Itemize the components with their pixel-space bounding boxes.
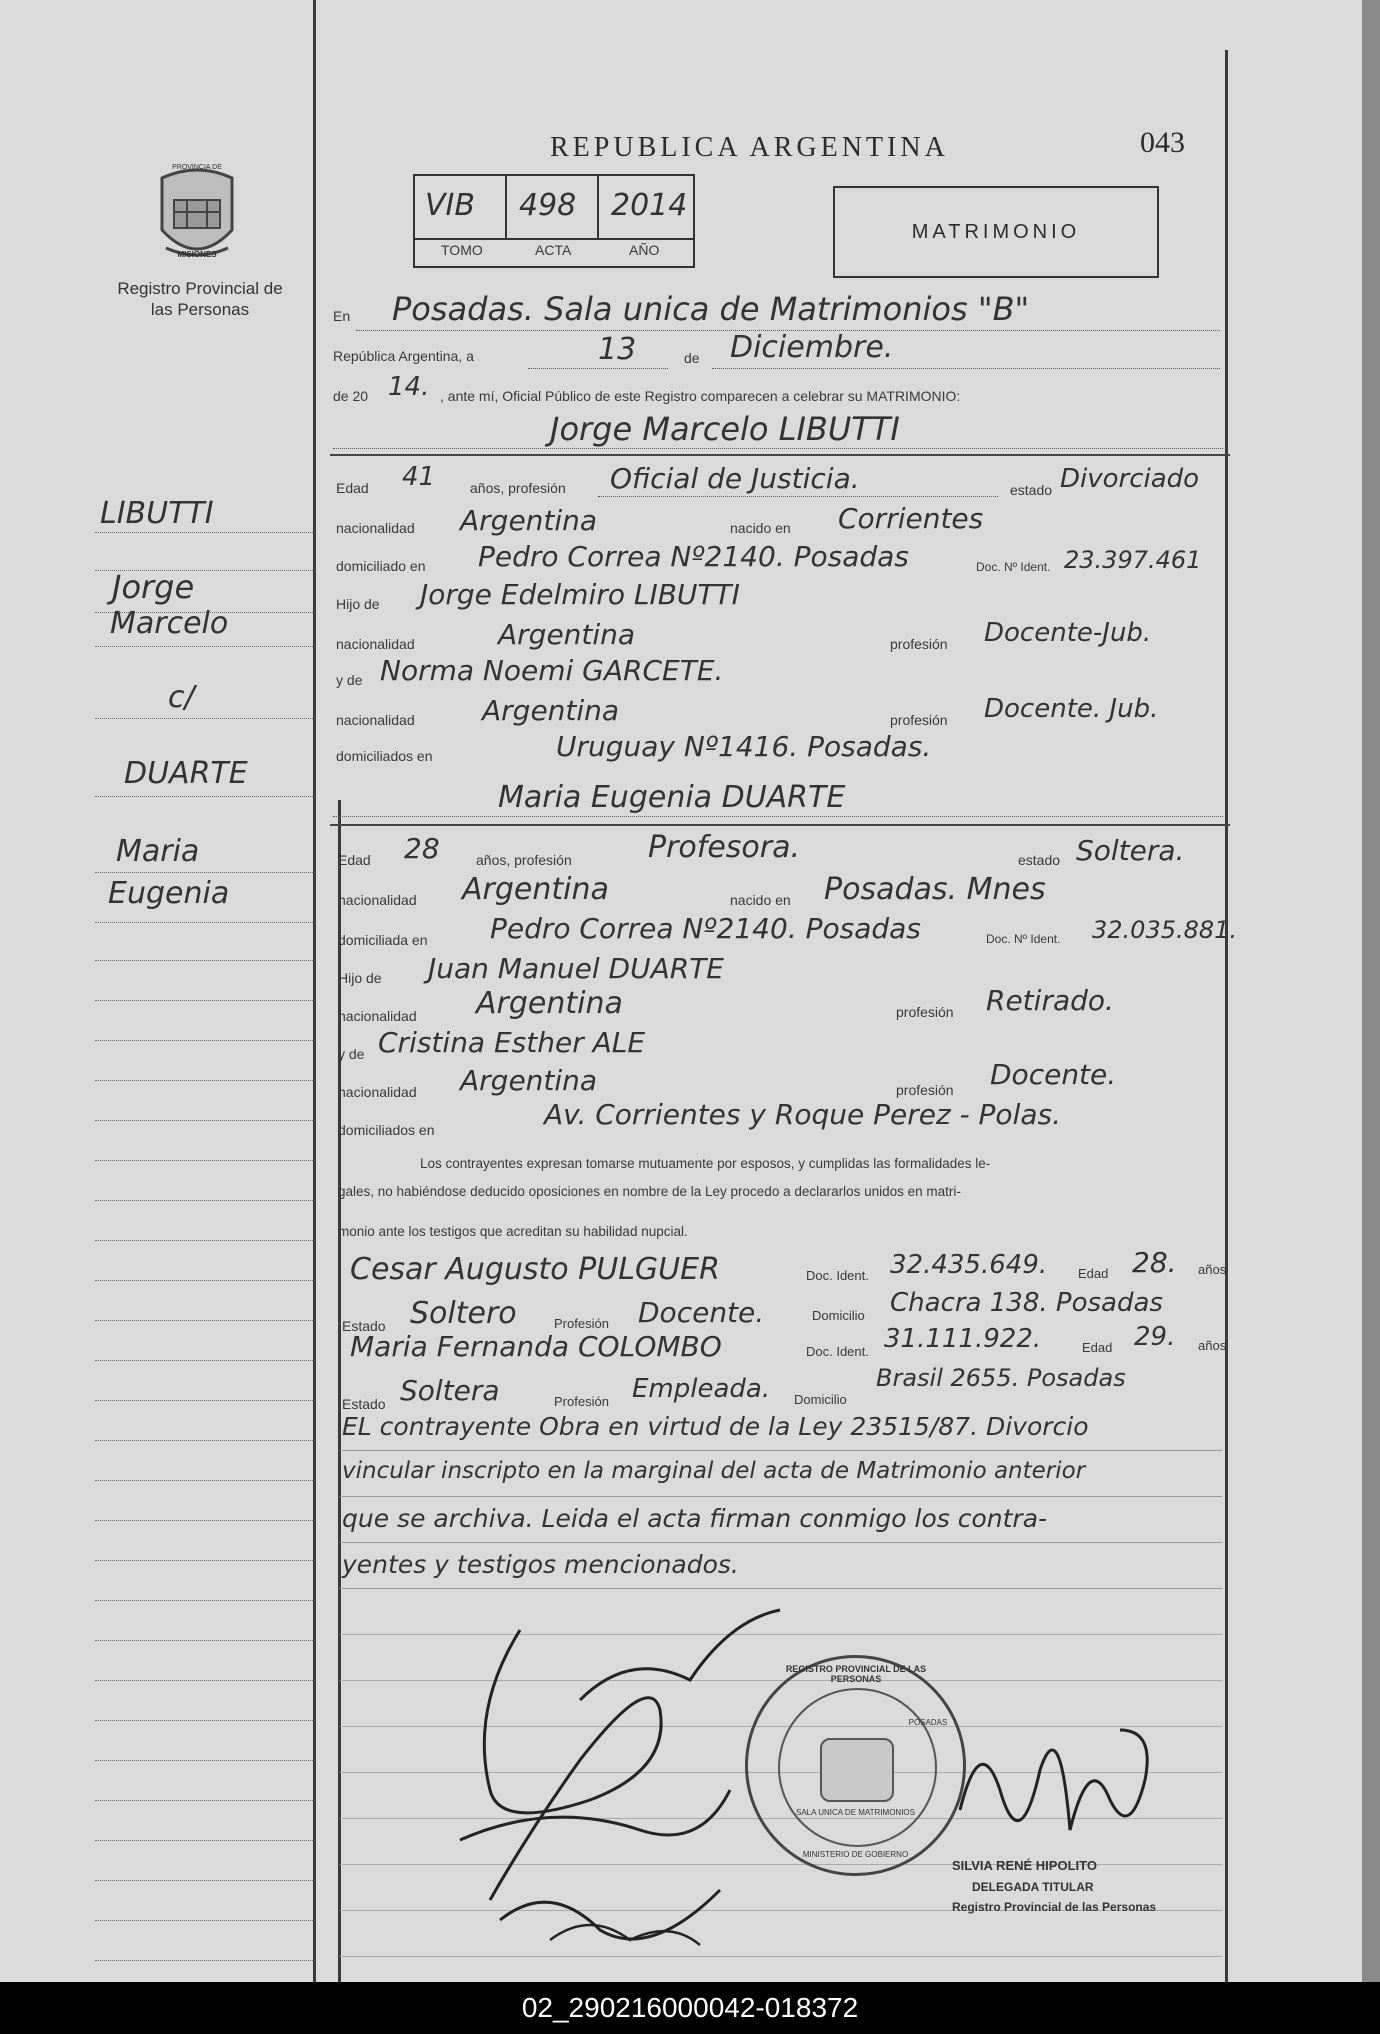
en-label: En xyxy=(333,308,351,324)
groom-birthplace: Corrientes xyxy=(838,502,984,535)
page-number: 043 xyxy=(1140,126,1185,159)
province-logo xyxy=(152,160,242,270)
groom-nacido-label: nacido en xyxy=(730,520,791,536)
bride-father-nac-label: nacionalidad xyxy=(338,1008,417,1024)
note-line-2: vincular inscripto en la marginal del acta de Matrimonio anterior xyxy=(342,1458,1086,1484)
witness-1-edad-label: Edad xyxy=(1078,1266,1109,1281)
groom-age: 41 xyxy=(402,462,436,492)
witness-1-age: 28. xyxy=(1132,1246,1177,1279)
witness-1-doc: 32.435.649. xyxy=(890,1250,1048,1280)
stamp-inner-text: SALA UNICA DE MATRIMONIOS xyxy=(796,1808,915,1817)
right-border xyxy=(1225,50,1228,1982)
bride-nacido-label: nacido en xyxy=(730,892,791,908)
stamp-side-text: POSADAS xyxy=(908,1718,948,1727)
officer-org: Registro Provincial de las Personas xyxy=(952,1900,1157,1914)
note-line-4: yentes y testigos mencionados. xyxy=(342,1550,739,1579)
tomo-label: TOMO xyxy=(441,242,483,258)
groom-father-nationality: Argentina xyxy=(498,618,636,651)
bride-nac-label: nacionalidad xyxy=(338,892,417,908)
witness-2-profession: Empleada. xyxy=(632,1374,771,1404)
groom-status: Divorciado xyxy=(1060,464,1200,494)
bride-mother-prof-label: profesión xyxy=(896,1082,954,1098)
witness-1-profession: Docente. xyxy=(638,1296,765,1329)
groom-mother-nac-label: nacionalidad xyxy=(336,712,415,728)
bride-parents-domic-label: domiciliados en xyxy=(338,1122,435,1138)
bride-top-rule xyxy=(330,824,1230,826)
year-suffix: 14. xyxy=(388,372,430,402)
groom-doc-label: Doc. Nº Ident. xyxy=(976,560,1051,574)
record-type: MATRIMONIO xyxy=(833,186,1159,278)
bride-birthplace: Posadas. Mnes xyxy=(824,872,1046,907)
witness-1-prof-label: Profesión xyxy=(554,1316,609,1331)
witness-1-address: Chacra 138. Posadas xyxy=(890,1288,1163,1318)
groom-mother-profession: Docente. Jub. xyxy=(984,694,1159,724)
groom-nationality: Argentina xyxy=(460,504,598,537)
officer-text: , ante mí, Oficial Público de este Registro comparecen a celebrar su MATRIMONIO: xyxy=(440,388,961,404)
stamp-bottom-text: MINISTERIO DE GOBIERNO xyxy=(802,1850,909,1859)
bride-father-nationality: Argentina xyxy=(476,986,623,1021)
margin-line-1: LIBUTTI xyxy=(100,496,214,531)
bride-anos-label: años, profesión xyxy=(476,852,572,868)
groom-mother-nationality: Argentina xyxy=(482,694,620,727)
registry-name: Registro Provincial de las Personas xyxy=(117,279,283,319)
month-value: Diciembre. xyxy=(730,330,894,365)
note-line-3: que se archiva. Leida el acta firman conmigo los contra- xyxy=(342,1504,1048,1533)
note-line-1: EL contrayente Obra en virtud de la Ley 23515/87. Divorcio xyxy=(342,1412,1089,1441)
groom-profession: Oficial de Justicia. xyxy=(610,462,860,495)
witness-1-doc-label: Doc. Ident. xyxy=(806,1268,869,1283)
margin-line-7: Eugenia xyxy=(108,876,230,911)
declaration-line-1: Los contrayentes expresan tomarse mutuamente por esposos, y cumplidas las formalidades le- xyxy=(420,1156,991,1171)
bride-status: Soltera. xyxy=(1076,834,1185,867)
footer-id: 02_290216000042-018372 xyxy=(0,1982,1380,2034)
margin-line-3: Marcelo xyxy=(110,606,229,641)
stamp-ring-text: REGISTRO PROVINCIAL DE LAS PERSONAS xyxy=(785,1664,927,1684)
year-prefix: de 20 xyxy=(333,388,369,404)
declaration-line-3: monio ante los testigos que acreditan su habilidad nupcial. xyxy=(338,1224,688,1239)
witness-2-domic-label: Domicilio xyxy=(794,1392,847,1407)
ano-label: AÑO xyxy=(629,242,660,258)
bride-doc: 32.035.881. xyxy=(1092,916,1238,944)
groom-father-profession: Docente-Jub. xyxy=(984,618,1152,648)
witness-2-status: Soltera xyxy=(400,1374,500,1407)
republic-label: República Argentina, a xyxy=(333,348,474,364)
de-label: de xyxy=(684,350,700,366)
bride-doc-label: Doc. Nº Ident. xyxy=(986,932,1061,946)
witness-1-domic-label: Domicilio xyxy=(812,1308,865,1323)
groom-yde-label: y de xyxy=(336,672,363,688)
country-title: REPUBLICA ARGENTINA xyxy=(550,132,949,163)
groom-mother: Norma Noemi GARCETE. xyxy=(380,654,724,687)
bride-age: 28 xyxy=(404,832,440,865)
bride-domic-label: domiciliada en xyxy=(338,932,428,948)
groom-estado-label: estado xyxy=(1010,482,1053,498)
ano-value: 2014 xyxy=(611,188,688,223)
bride-parents-address: Av. Corrientes y Roque Perez - Polas. xyxy=(544,1098,1061,1131)
margin-line-2: Jorge xyxy=(112,568,195,606)
groom-mother-prof-label: profesión xyxy=(890,712,948,728)
officer-role: DELEGADA TITULAR xyxy=(972,1880,1094,1894)
bride-mother-nationality: Argentina xyxy=(460,1064,598,1097)
groom-parents-domic-label: domiciliados en xyxy=(336,748,433,764)
groom-hijo-label: Hijo de xyxy=(336,596,380,612)
acta-value: 498 xyxy=(519,188,577,223)
groom-anos-label: años, profesión xyxy=(470,480,566,496)
groom-father: Jorge Edelmiro LIBUTTI xyxy=(420,578,740,611)
bride-father-prof-label: profesión xyxy=(896,1004,954,1020)
witness-2-address: Brasil 2655. Posadas xyxy=(876,1364,1126,1392)
groom-edad-label: Edad xyxy=(336,480,369,496)
bride-edad-label: Edad xyxy=(338,852,371,868)
bride-father-profession: Retirado. xyxy=(986,984,1114,1017)
witness-2-doc-label: Doc. Ident. xyxy=(806,1344,869,1359)
witness-2-edad-label: Edad xyxy=(1082,1340,1113,1355)
witness-1-anos-label: años xyxy=(1198,1262,1227,1277)
groom-name: Jorge Marcelo LIBUTTI xyxy=(550,410,900,448)
margin-line-5: DUARTE xyxy=(124,756,248,791)
groom-address: Pedro Correa Nº2140. Posadas xyxy=(478,540,909,573)
groom-father-prof-label: profesión xyxy=(890,636,948,652)
bride-hijo-label: Hijo de xyxy=(338,970,382,986)
margin-line-6: Maria xyxy=(116,834,200,869)
bride-mother-nac-label: nacionalidad xyxy=(338,1084,417,1100)
witness-2-age: 29. xyxy=(1134,1322,1176,1352)
witness-2-name: Maria Fernanda COLOMBO xyxy=(350,1330,722,1363)
groom-top-rule xyxy=(330,454,1230,456)
witness-2-prof-label: Profesión xyxy=(554,1394,609,1409)
witness-1-name: Cesar Augusto PULGUER xyxy=(350,1252,720,1287)
bride-mother-profession: Docente. xyxy=(990,1058,1117,1091)
page-edge xyxy=(1362,0,1380,1982)
bride-yde-label: y de xyxy=(338,1046,365,1062)
logo-text-bottom: MISIONES xyxy=(177,250,217,259)
place-value: Posadas. Sala unica de Matrimonios "B" xyxy=(392,290,1030,328)
witness-2-estado-label: Estado xyxy=(342,1396,386,1412)
bride-estado-label: estado xyxy=(1018,852,1061,868)
officer-name: SILVIA RENÉ HIPOLITO xyxy=(952,1858,1097,1873)
groom-nac-label: nacionalidad xyxy=(336,520,415,536)
witness-1-estado-label: Estado xyxy=(342,1318,386,1334)
acta-label: ACTA xyxy=(535,242,572,258)
witness-2-anos-label: años xyxy=(1198,1338,1227,1353)
bride-name: Maria Eugenia DUARTE xyxy=(498,780,846,815)
bride-nationality: Argentina xyxy=(462,872,609,907)
record-box xyxy=(413,174,695,268)
margin-divider-left xyxy=(313,0,316,1982)
margin-line-4: c/ xyxy=(168,680,195,715)
official-stamp xyxy=(745,1655,966,1876)
groom-parents-address: Uruguay Nº1416. Posadas. xyxy=(556,730,932,763)
bride-address: Pedro Correa Nº2140. Posadas xyxy=(490,912,921,945)
bride-profession: Profesora. xyxy=(648,830,801,865)
groom-domic-label: domiciliado en xyxy=(336,558,426,574)
witness-2-doc: 31.111.922. xyxy=(884,1324,1042,1354)
day-value: 13 xyxy=(598,332,637,367)
witness-1-status: Soltero xyxy=(410,1296,517,1331)
groom-doc: 23.397.461 xyxy=(1064,546,1202,574)
bride-father: Juan Manuel DUARTE xyxy=(428,952,724,985)
groom-father-nac-label: nacionalidad xyxy=(336,636,415,652)
logo-text-top: PROVINCIA DE xyxy=(172,164,222,171)
bride-mother: Cristina Esther ALE xyxy=(378,1026,646,1059)
tomo-value: VIB xyxy=(425,188,475,223)
declaration-line-2: gales, no habiéndose deducido oposiciones en nombre de la Ley procedo a declararlos unidos en matri- xyxy=(338,1184,961,1199)
